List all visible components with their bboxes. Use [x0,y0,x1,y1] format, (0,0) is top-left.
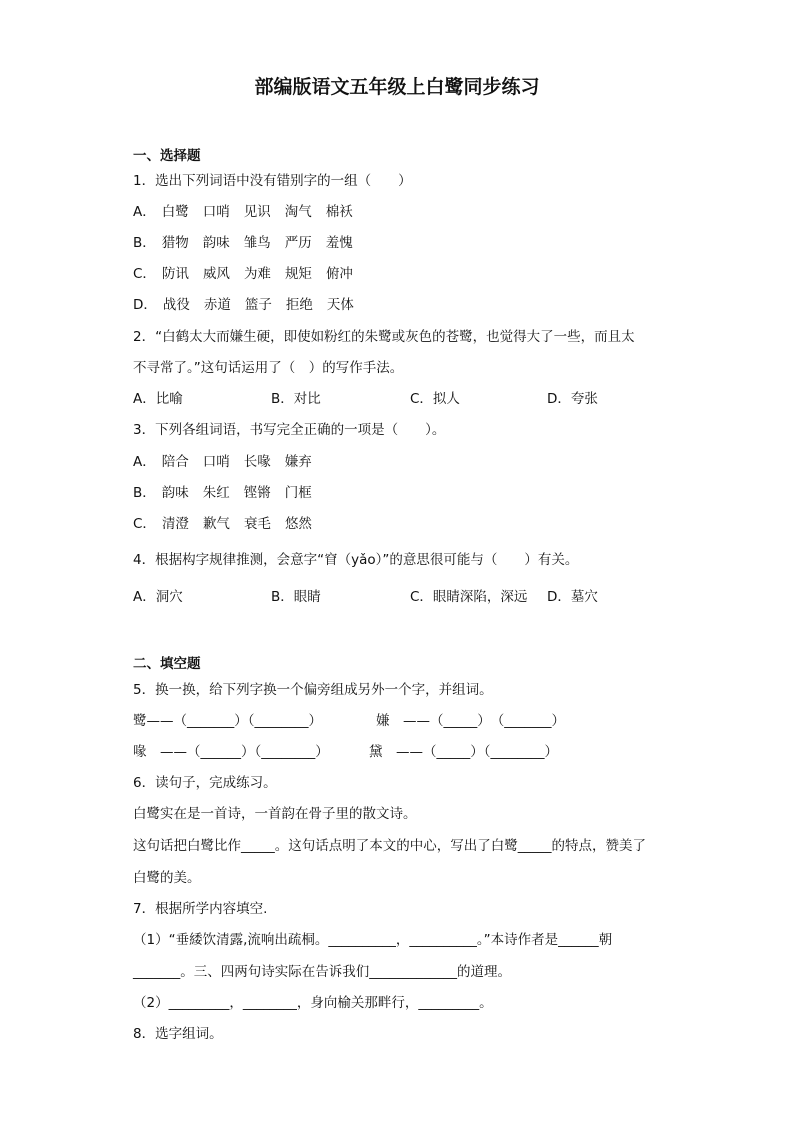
option-word: 棉袄 [325,204,353,220]
option-d: D．墓穴 [547,589,598,605]
option-word: 战役 [162,297,190,313]
option-word: 韵味 [161,485,189,501]
question-7-stem: 7．根据所学内容填空. [133,901,268,917]
option-label: B． [133,485,156,501]
option-c: C．眼睛深陷，深远 [410,589,528,605]
option-word: 猎物 [161,235,189,251]
question-3-stem: 3．下列各组词语，书写完全正确的一项是（ ）。 [133,422,446,438]
question-3-option-c [133,515,326,533]
question-5-stem: 5．换一换，给下列字换一个偏旁组成另外一个字，并组词。 [133,682,493,698]
question-1-option-b [133,234,367,252]
option-word: 铿锵 [243,485,271,501]
option-d: D．夸张 [547,391,598,407]
option-word: 口哨 [202,454,230,470]
option-word: 篮子 [244,297,272,313]
option-word: 天体 [326,297,354,313]
option-word: 门框 [284,485,312,501]
option-word: 俯冲 [325,266,353,282]
option-word: 威风 [202,266,230,282]
option-label: C． [133,516,156,532]
question-3-option-a [133,453,326,471]
option-b: B．对比 [271,391,321,407]
option-a: A．比喻 [133,391,183,407]
question-6-line-1: 这句话把白鹭比作_____。这句话点明了本文的中心，写出了白鹭_____的特点，赞美了 [133,838,646,854]
question-2-stem-line-1: 2．“白鹤太大而嫌生硬，即使如粉红的朱鹭或灰色的苍鹭，也觉得大了一些，而且太 [133,329,635,345]
option-word: 朱红 [202,485,230,501]
blank-group-left[interactable]: 喙 ——（______）（________） [133,744,329,760]
option-b: B．眼睛 [271,589,321,605]
option-word: 悠然 [284,516,312,532]
option-word: 严历 [284,235,312,251]
question-3-option-b [133,484,326,502]
option-word: 见识 [243,204,271,220]
option-word: 清澄 [161,516,189,532]
option-word: 白鹭 [161,204,189,220]
option-word: 陪合 [161,454,189,470]
option-word: 歉气 [202,516,230,532]
option-a: A．洞穴 [133,589,183,605]
option-label: C． [133,266,156,282]
question-7-part-2: （2）_________，________，身向榆关那畔行，_________。 [133,995,493,1011]
blank-group-right[interactable]: 嫌 ——（_____） （_______） [376,713,565,729]
option-word: 韵味 [202,235,230,251]
option-label: D． [133,297,157,313]
section-heading-choice: 一、选择题 [133,148,201,164]
option-label: B． [133,235,156,251]
question-6-line-2: 白鹭的美。 [133,870,201,886]
option-word: 为难 [243,266,271,282]
option-word: 嫌弃 [284,454,312,470]
question-7-part-1-line-2: _______。三、四两句诗实际在告诉我们_____________的道理。 [133,964,511,980]
question-2-stem-line-2: 不寻常了。”这句话运用了（ ）的写作手法。 [133,360,404,376]
question-1-option-d [133,296,368,314]
question-4-stem: 4．根据构字规律推测，会意字“窅（yǎo）”的意思很可能与（ ）有关。 [133,552,579,568]
option-c: C．拟人 [410,391,460,407]
option-word: 防讯 [161,266,189,282]
option-word: 赤道 [203,297,231,313]
option-word: 口哨 [202,204,230,220]
option-label: A． [133,204,156,220]
question-6-stem: 6．读句子，完成练习。 [133,775,277,791]
blank-group-right[interactable]: 黛 ——（_____）（________） [369,744,558,760]
option-word: 规矩 [284,266,312,282]
option-word: 羞愧 [325,235,353,251]
question-1-option-c [133,265,367,283]
question-6-sentence: 白鹭实在是一首诗，一首韵在骨子里的散文诗。 [133,806,417,822]
page-title: 部编版语文五年级上白鹭同步练习 [254,76,540,98]
section-heading-fill: 二、填空题 [133,656,201,672]
question-8-stem: 8．选字组词。 [133,1026,223,1042]
question-1-stem: 1．选出下列词语中没有错别字的一组（ ） [133,173,412,189]
option-word: 长喙 [243,454,271,470]
option-word: 拒绝 [285,297,313,313]
option-word: 淘气 [284,204,312,220]
option-word: 衰毛 [243,516,271,532]
blank-group-left[interactable]: 鹭——（_______）（________） [133,713,322,729]
question-7-part-1-line-1: （1）“垂緌饮清露,流响出疏桐。__________，__________。”本诗作者是______朝 [133,932,613,948]
option-word: 雏鸟 [243,235,271,251]
question-1-option-a [133,203,367,221]
option-label: A． [133,454,156,470]
